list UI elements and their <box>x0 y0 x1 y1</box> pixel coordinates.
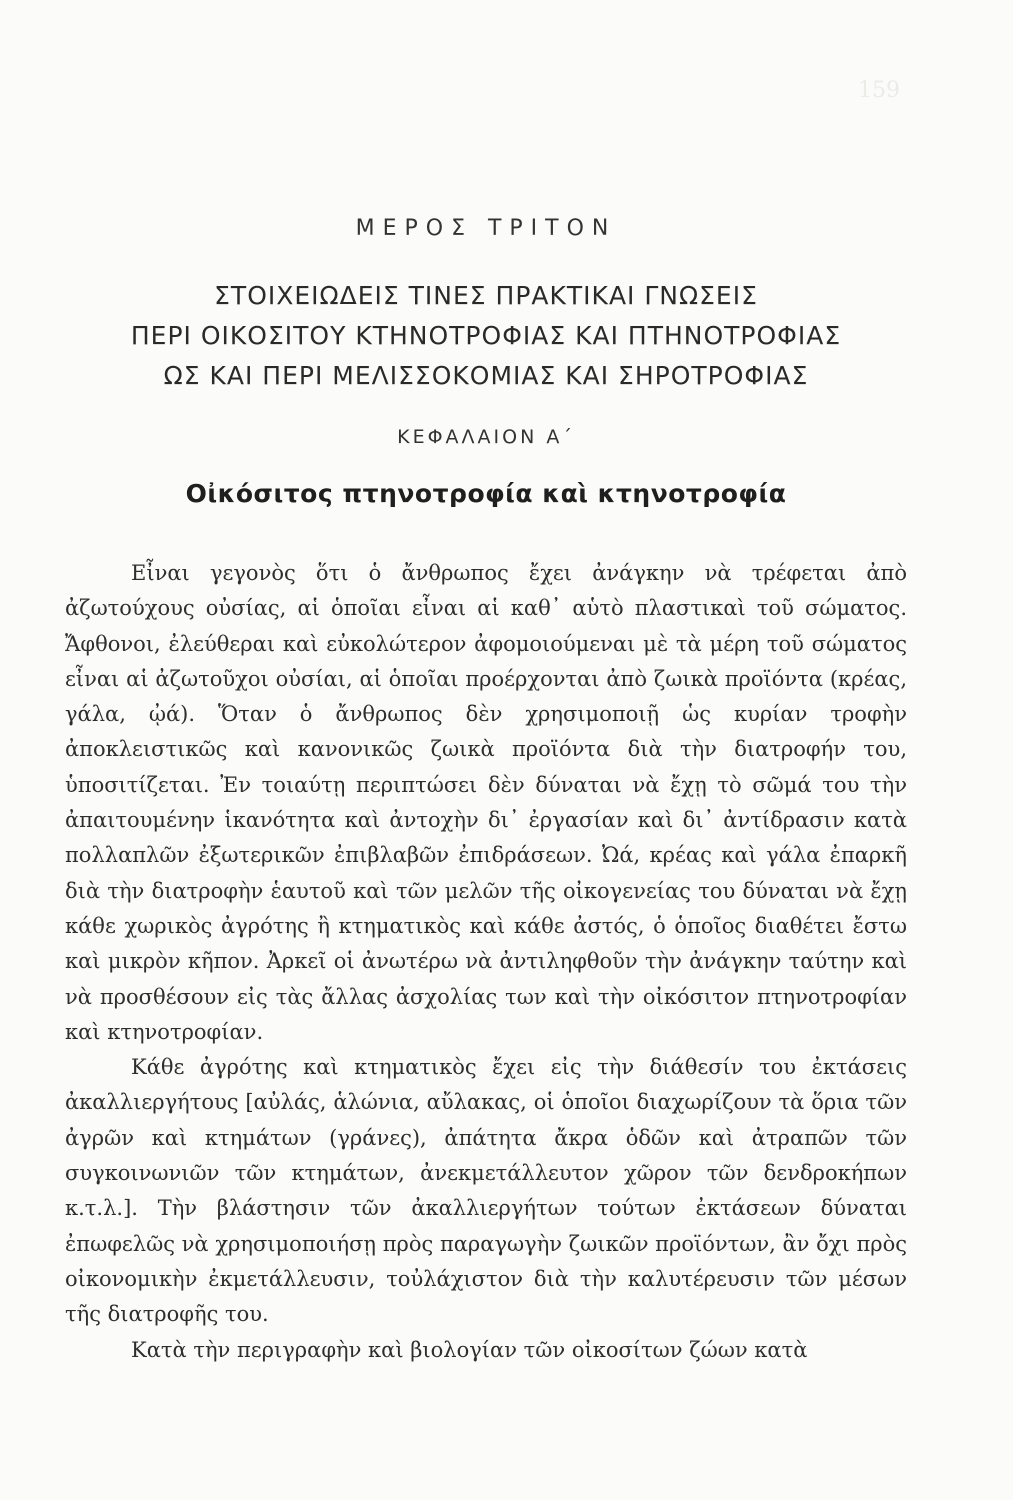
chapter-title: Οἰκόσιτος πτηνοτροφία καὶ κτηνοτροφία <box>185 479 787 508</box>
main-title-line-2: ΠΕΡΙ ΟΙΚΟΣΙΤΟΥ ΚΤΗΝΟΤΡΟΦΙΑΣ ΚΑΙ ΠΤΗΝΟΤΡΟΦΙΑΣ <box>130 321 842 350</box>
faded-page-number: 159 <box>858 78 900 103</box>
body-text <box>65 556 907 1368</box>
main-title-line-1: ΣΤΟΙΧΕΙΩΔΕΙΣ ΤΙΝΕΣ ΠΡΑΚΤΙΚΑΙ ΓΝΩΣΕΙΣ <box>214 281 758 310</box>
paragraph-3: Κατὰ τὴν περιγραφὴν καὶ βιολογίαν τῶν οἰκοσίτων ζώων κατὰ <box>131 1337 808 1362</box>
chapter-heading: ΚΕΦΑΛΑΙΟΝ Α΄ <box>397 426 575 448</box>
main-title-line-3: ΩΣ ΚΑΙ ΠΕΡΙ ΜΕΛΙΣΣΟΚΟΜΙΑΣ ΚΑΙ ΣΗΡΟΤΡΟΦΙΑΣ <box>163 361 809 390</box>
part-heading: ΜΕΡΟΣ ΤΡΙΤΟΝ <box>355 216 617 241</box>
paragraph-2: Κάθε ἀγρότης καὶ κτηματικὸς ἔχει εἰς τὴν διάθεσίν του ἐκτάσεις ἀκαλλιεργήτους [αὐλάς, ἁλώνια, αὔλακας, οἱ ὁποῖοι διαχωρίζουν τὰ ὅρια τῶν ἀγρῶν καὶ κτημάτων (γράνες), ἀπάτητα ἄκρα ὁδῶν καὶ ἀτραπῶν τῶν συγκοινωνιῶν τῶν κτημάτων, ἀνεκμετάλλευτον χῶρον τῶν δενδροκήπων κ.τ.λ.]. Τὴν βλάστησιν τῶν ἀκαλλιεργήτων τούτων ἐκτάσεων δύναται ἐπωφελῶς νὰ χρησιμοποιήσῃ πρὸς παραγωγὴν ζωικῶν προϊόντων, ἂν ὄχι πρὸς οἰκονομικὴν ἐκμετάλλευσιν, τοὐλάχιστον διὰ τὴν καλυτέρευσιν τῶν μέσων τῆς διατροφῆς του. <box>65 1055 907 1327</box>
paragraph-1: Εἶναι γεγονὸς ὅτι ὁ ἄνθρωπος ἔχει ἀνάγκην νὰ τρέφεται ἀπὸ ἀζωτούχους οὐσίας, αἱ ὁποῖαι εἶναι αἱ καθ᾽ αὑτὸ πλαστικαὶ τοῦ σώματος. Ἄφθονοι, ἐλεύθεραι καὶ εὐκολώτερον ἀφομοιούμεναι μὲ τὰ μέρη τοῦ σώματος εἶναι αἱ ἀζωτοῦχοι οὐσίαι, αἱ ὁποῖαι προέρχονται ἀπὸ ζωικὰ προϊόντα (κρέας, γάλα, ᾠά). Ὅταν ὁ ἄνθρωπος δὲν χρησιμοποιῇ ὡς κυρίαν τροφὴν ἀποκλειστικῶς καὶ κανονικῶς ζωικὰ προϊόντα διὰ τὴν διατροφήν του, ὑποσιτίζεται. Ἐν τοιαύτῃ περιπτώσει δὲν δύναται νὰ ἔχῃ τὸ σῶμά του τὴν ἀπαιτουμένην ἱκανότητα καὶ ἀντοχὴν δι᾽ ἐργασίαν καὶ δι᾽ ἀντίδρασιν κατὰ πολλαπλῶν ἐξωτερικῶν ἐπιβλαβῶν ἐπιδράσεων. Ὠά, κρέας καὶ γάλα ἐπαρκῆ διὰ τὴν διατροφὴν ἑαυτοῦ καὶ τῶν μελῶν τῆς οἰκογενείας του δύναται νὰ ἔχῃ κάθε χωρικὸς ἀγρότης ἢ κτηματικὸς καὶ κάθε ἀστός, ὁ ὁποῖος διαθέτει ἔστω καὶ μικρὸν κῆπον. Ἀρκεῖ οἱ ἀνωτέρω νὰ ἀντιληφθοῦν τὴν ἀνάγκην ταύτην καὶ νὰ προσθέσουν εἰς τὰς ἄλλας ἀσχολίας των καὶ τὴν οἰκόσιτον πτηνοτροφίαν καὶ κτηνοτροφίαν. <box>65 561 907 1044</box>
